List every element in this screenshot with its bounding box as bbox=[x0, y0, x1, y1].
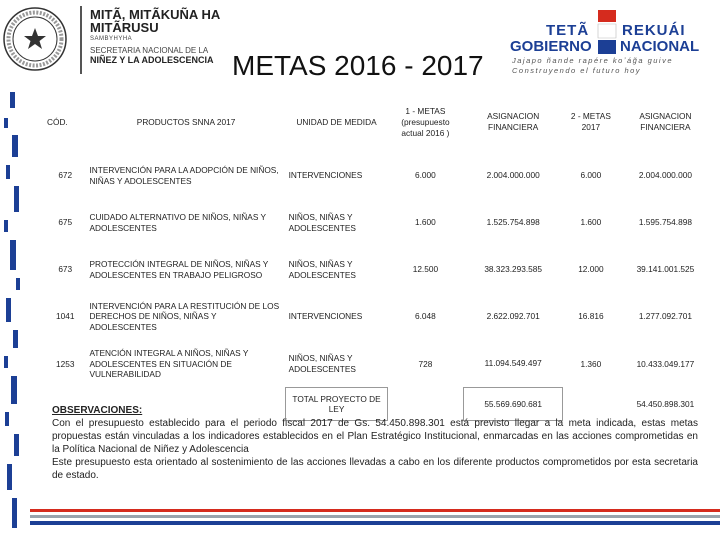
cell-product: ATENCIÓN INTEGRAL A NIÑOS, NIÑAS Y ADOLESCENTES EN SITUACIÓN DE VULNERABILIDAD bbox=[89, 348, 249, 379]
institution-name-guarani: MITÃ, MITÃKUÑA HA MITÃRUSU bbox=[90, 7, 220, 35]
cell-code: 673 bbox=[58, 264, 73, 275]
cell-code: 1253 bbox=[56, 358, 75, 369]
observations-section bbox=[52, 404, 698, 482]
cell-financing-1: 11.094.549.497 bbox=[484, 358, 542, 369]
cell-code: 672 bbox=[58, 170, 73, 181]
header-product: PRODUCTOS SNNA 2017 bbox=[136, 116, 236, 127]
header-goal-2: 2 - METAS 2017 bbox=[570, 111, 611, 132]
cell-financing-2: 10.433.049.177 bbox=[636, 358, 695, 369]
cell-product: PROTECCIÓN INTEGRAL DE NIÑOS, NIÑAS Y ADOLESCENTES EN TRABAJO PELIGROSO bbox=[89, 259, 269, 280]
observations-heading: OBSERVACIONES: bbox=[52, 405, 143, 416]
table-row bbox=[44, 199, 712, 246]
left-decorative-stripe bbox=[0, 0, 30, 540]
total-financing-2: 54.450.898.301 bbox=[636, 398, 695, 409]
cell-financing-1: 2.622.092.701 bbox=[486, 311, 540, 322]
header-financing-2: ASIGNACION FINANCIERA bbox=[639, 111, 692, 132]
government-word-gobierno: GOBIERNO bbox=[510, 38, 592, 55]
institution-subtitle-guarani: SAMBYHYHA bbox=[90, 36, 133, 42]
total-financing-1: 55.569.690.681 bbox=[463, 388, 563, 421]
cell-code: 1041 bbox=[56, 311, 75, 322]
government-word-nacional: NACIONAL bbox=[620, 38, 700, 55]
table-row bbox=[44, 246, 712, 293]
header-unit: UNIDAD DE MEDIDA bbox=[296, 116, 377, 127]
observations-paragraph: Este presupuesto esta orientado al sostenimiento de las acciones llevadas a cabo en los diferente productos comprometidos por esta secretaria de estado. bbox=[52, 457, 698, 481]
government-logo bbox=[510, 8, 715, 78]
national-seal-icon bbox=[2, 6, 68, 72]
cell-goal-2: 1.600 bbox=[580, 217, 602, 228]
institution-name-line: SECRETARIA NACIONAL DE LA bbox=[90, 46, 209, 55]
header-financing-1: ASIGNACION FINANCIERA bbox=[487, 111, 540, 132]
cell-financing-1: 1.525.754.898 bbox=[486, 217, 540, 228]
cell-goal-2: 12.000 bbox=[578, 264, 604, 275]
header-code: CÓD. bbox=[47, 116, 68, 127]
table-header-row bbox=[44, 92, 712, 152]
cell-financing-2: 2.004.000.000 bbox=[638, 170, 692, 181]
institution-name-bold: NIÑEZ Y LA ADOLESCENCIA bbox=[90, 55, 214, 65]
cell-financing-1: 38.323.293.585 bbox=[484, 264, 542, 275]
cell-unit: NIÑOS, NIÑAS Y ADOLESCENTES bbox=[288, 212, 356, 233]
cell-goal-1: 12.500 bbox=[412, 264, 439, 275]
observations-paragraph: Con el presupuesto establecido para el periodo fiscal 2017 de Gs. 54.450.898.301 está previsto llegar a la meta indicada, estas metas propuestas están vinculadas a los indicadores establecidos en el Plan Estratégico Institucional, enmarcadas en las acciones comprometidas en la Política Nacional de Niñez y Adolescencia bbox=[52, 418, 698, 455]
total-label: TOTAL PROYECTO DE LEY bbox=[286, 388, 388, 421]
cell-goal-1: 6.048 bbox=[415, 311, 436, 322]
cell-goal-1: 1.600 bbox=[415, 217, 436, 228]
cell-goal-1: 728 bbox=[418, 358, 433, 369]
cell-product: INTERVENCIÓN PARA LA ADOPCIÓN DE NIÑOS, NIÑAS Y ADOLESCENTES bbox=[89, 165, 279, 186]
table-row bbox=[44, 340, 712, 388]
table-row bbox=[44, 152, 712, 199]
cell-financing-2: 39.141.001.525 bbox=[636, 264, 695, 275]
cell-financing-1: 2.004.000.000 bbox=[486, 170, 540, 181]
cell-product: CUIDADO ALTERNATIVO DE NIÑOS, NIÑAS Y ADOLESCENTES bbox=[89, 212, 266, 233]
government-slogan: Jajapo ñande rapére koʼág̃a guive Construyendo el futuro hoy bbox=[512, 56, 674, 75]
header-goal-1: 1 - METAS (presupuesto actual 2016 ) bbox=[401, 105, 450, 138]
flag-stripes-icon bbox=[594, 8, 620, 56]
government-word-teta: TETÃ bbox=[546, 22, 590, 39]
page-title: METAS 2016 - 2017 bbox=[232, 50, 484, 81]
cell-unit: NIÑOS, NIÑAS Y ADOLESCENTES bbox=[288, 259, 356, 280]
cell-financing-2: 1.277.092.701 bbox=[638, 311, 692, 322]
cell-financing-2: 1.595.754.898 bbox=[638, 217, 692, 228]
cell-unit: INTERVENCIONES bbox=[288, 311, 363, 322]
goals-table bbox=[44, 92, 712, 421]
cell-unit: INTERVENCIONES bbox=[288, 170, 363, 181]
cell-goal-2: 6.000 bbox=[580, 170, 602, 181]
cell-goal-2: 1.360 bbox=[580, 358, 602, 369]
government-word-rekuai: REKUÁI bbox=[622, 22, 686, 39]
table-row bbox=[44, 293, 712, 340]
cell-product: INTERVENCIÓN PARA LA RESTITUCIÓN DE LOS DERECHOS DE NIÑOS, NIÑAS Y ADOLESCENTES bbox=[89, 300, 280, 332]
footer-decorative-bars bbox=[30, 509, 720, 531]
cell-goal-1: 6.000 bbox=[415, 170, 436, 181]
cell-goal-2: 16.816 bbox=[578, 311, 604, 322]
cell-unit: NIÑOS, NIÑAS Y ADOLESCENTES bbox=[288, 353, 356, 374]
cell-code: 675 bbox=[58, 217, 73, 228]
